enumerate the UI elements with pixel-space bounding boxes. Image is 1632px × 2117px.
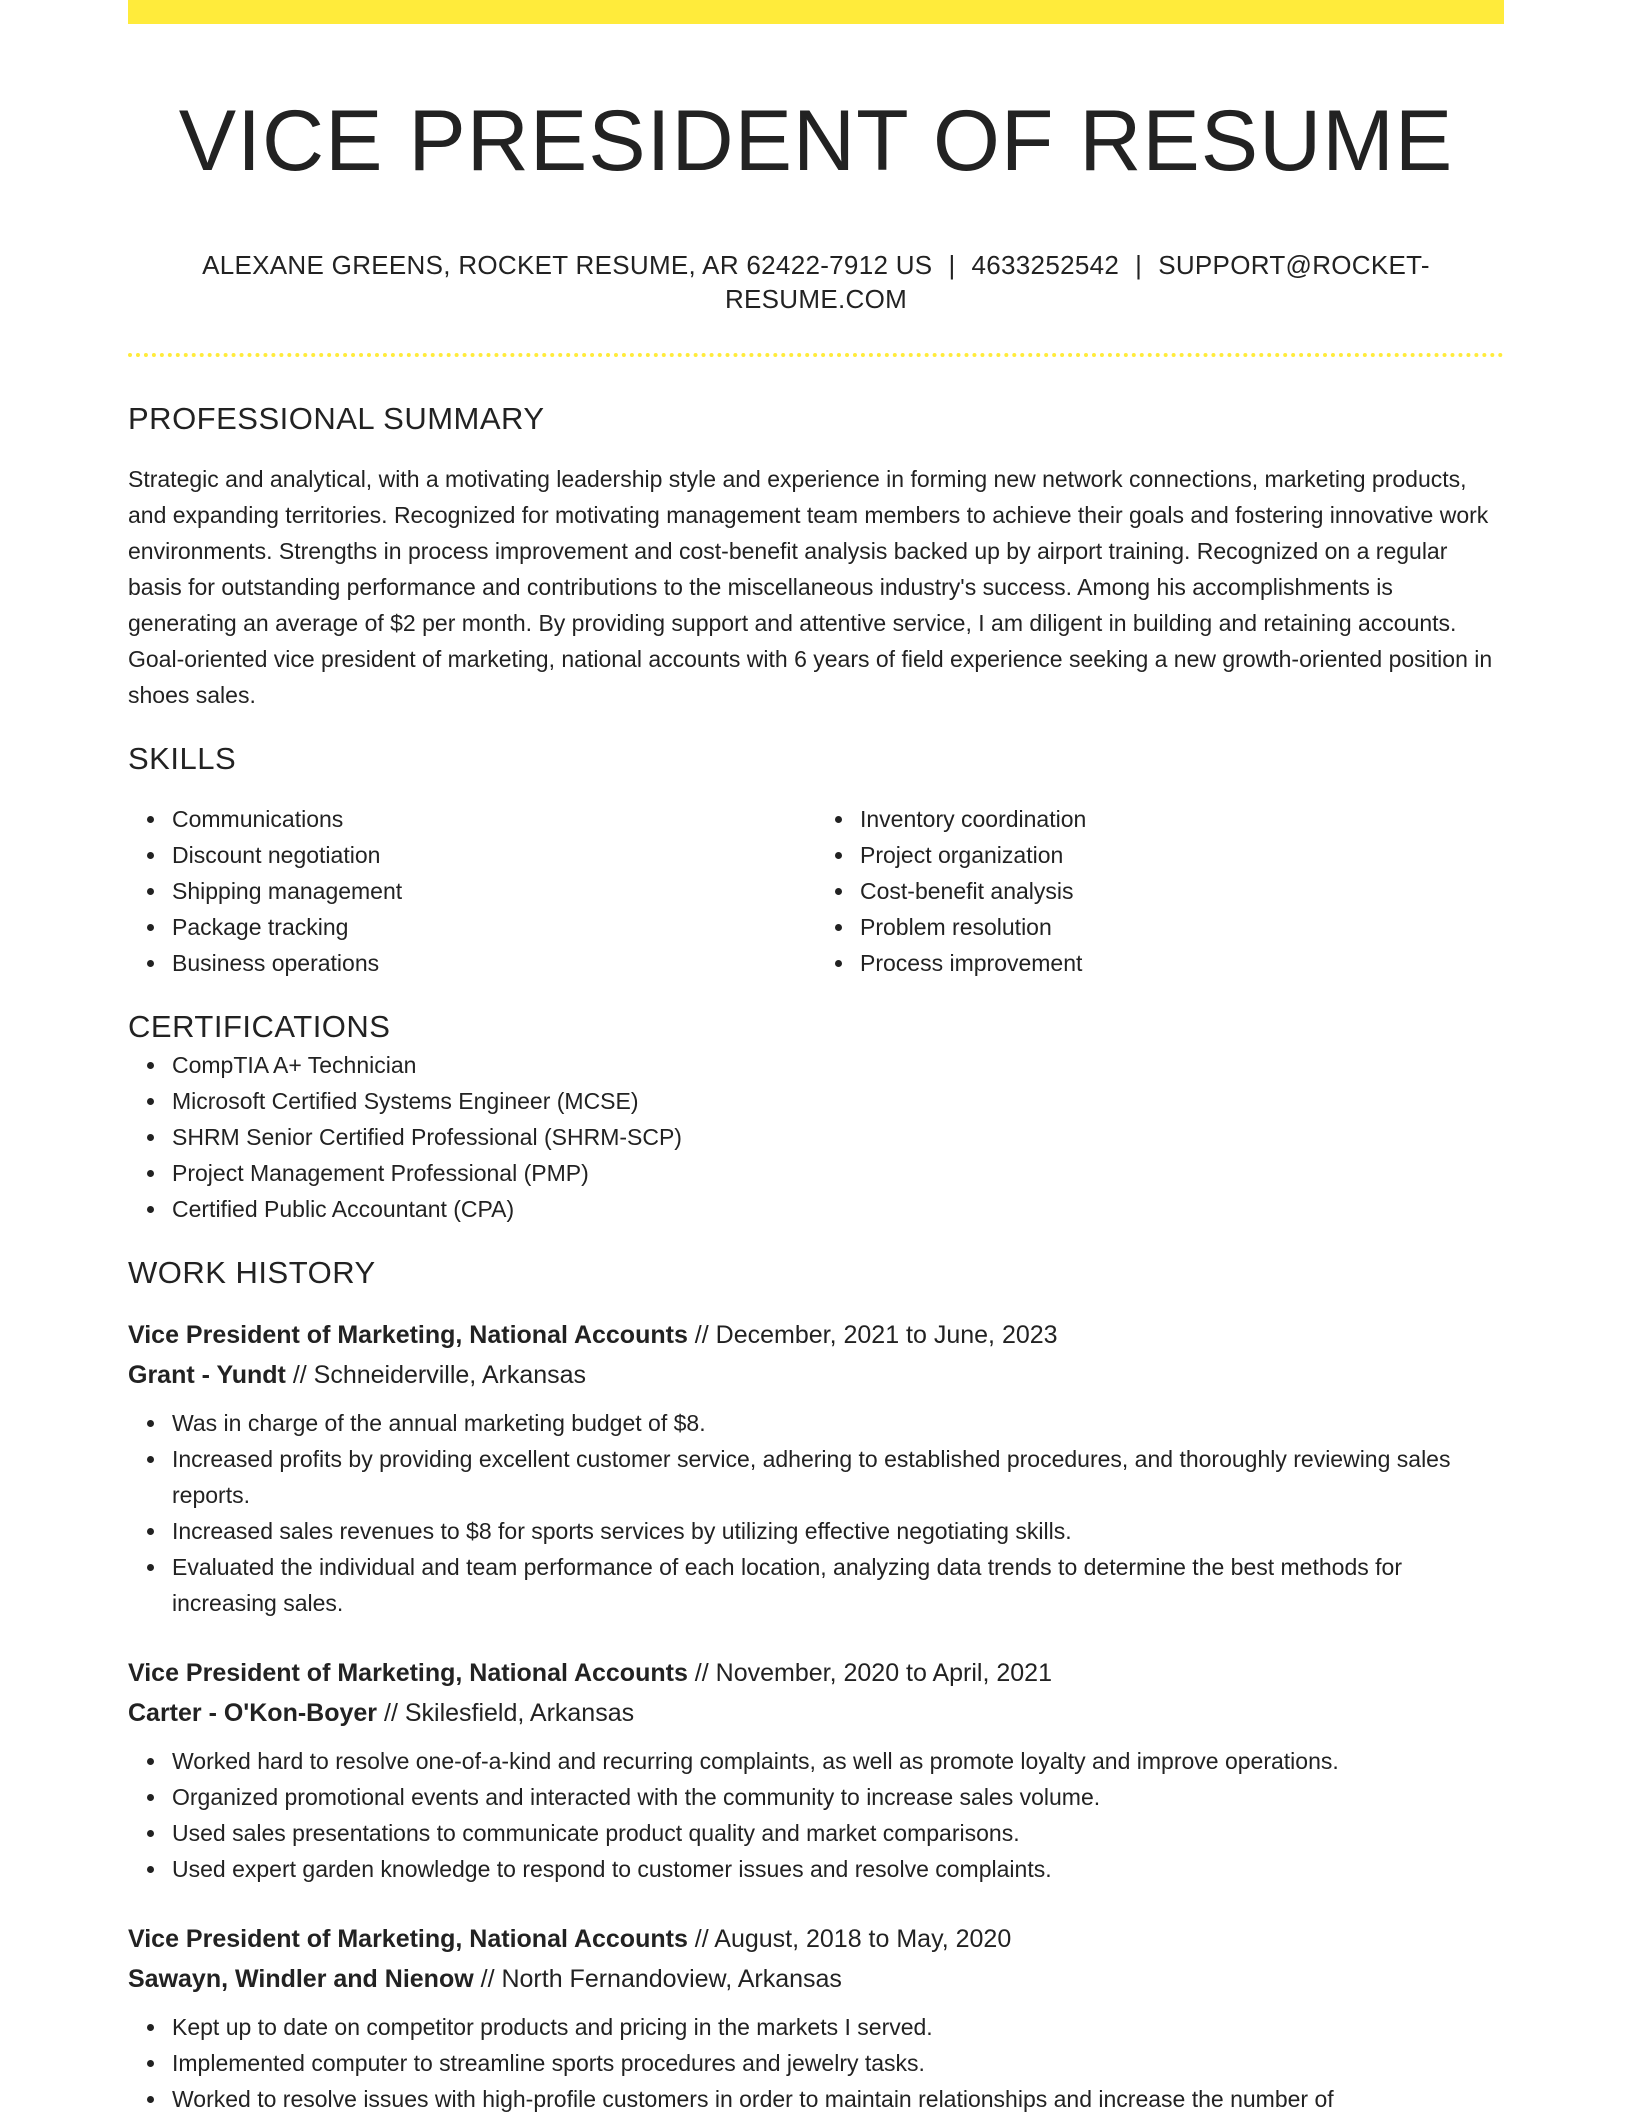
- job-separator: //: [473, 1965, 502, 1993]
- skill-item: Problem resolution: [860, 909, 1504, 945]
- contact-line: [128, 248, 1504, 316]
- job-duty: Used sales presentations to communicate product quality and market comparisons.: [172, 1815, 1504, 1851]
- certifications-section: [128, 1007, 1504, 1227]
- section-heading: CERTIFICATIONS: [128, 1009, 391, 1044]
- skill-item: Business operations: [172, 945, 816, 981]
- job-company-line: [128, 1693, 1504, 1733]
- skill-item: Inventory coordination: [860, 801, 1504, 837]
- job-duty: Organized promotional events and interacted with the community to increase sales volume.: [172, 1779, 1504, 1815]
- job-duty: Worked to resolve issues with high-profile customers in order to maintain relationships and increase the number of: [172, 2081, 1504, 2117]
- job-entry: [128, 1315, 1504, 1621]
- job-dates: August, 2018 to May, 2020: [714, 1925, 1012, 1953]
- job-company-line: [128, 1355, 1504, 1395]
- job-company: Sawayn, Windler and Nienow: [128, 1965, 474, 1993]
- skills-section: [128, 739, 1504, 981]
- contact-email: SUPPORT@ROCKET-RESUME.COM: [724, 250, 1430, 314]
- certification-item: SHRM Senior Certified Professional (SHRM-SCP): [172, 1119, 1504, 1155]
- job-role: Vice President of Marketing, National Accounts: [128, 1925, 688, 1953]
- contact-address: ALEXANE GREENS, ROCKET RESUME, AR 62422-7912 US: [202, 250, 933, 280]
- job-duties-list: [128, 1405, 1504, 1621]
- summary-section: [128, 399, 1504, 713]
- job-separator: //: [687, 1321, 716, 1349]
- job-duty: Was in charge of the annual marketing budget of $8.: [172, 1405, 1504, 1441]
- section-heading: SKILLS: [128, 741, 237, 776]
- job-title-line: [128, 1653, 1504, 1693]
- job-separator: //: [285, 1361, 314, 1389]
- certification-item: Microsoft Certified Systems Engineer (MCSE): [172, 1083, 1504, 1119]
- skills-list-left: [128, 801, 816, 981]
- contact-phone: 4633252542: [971, 250, 1120, 280]
- skill-item: Project organization: [860, 837, 1504, 873]
- skill-item: Shipping management: [172, 873, 816, 909]
- certifications-list: [128, 1047, 1504, 1227]
- certification-item: Project Management Professional (PMP): [172, 1155, 1504, 1191]
- skill-item: Process improvement: [860, 945, 1504, 981]
- job-company-line: [128, 1959, 1504, 1999]
- job-duty: Worked hard to resolve one-of-a-kind and recurring complaints, as well as promote loyalty and improve operations.: [172, 1743, 1504, 1779]
- job-separator: //: [377, 1699, 405, 1727]
- job-separator: //: [687, 1925, 715, 1953]
- job-title-line: [128, 1919, 1504, 1959]
- job-entry: [128, 1653, 1504, 1887]
- job-entry: [128, 1919, 1504, 2117]
- job-company: Grant - Yundt: [128, 1361, 286, 1389]
- job-separator: //: [687, 1659, 716, 1687]
- job-location: Schneiderville, Arkansas: [313, 1361, 587, 1389]
- section-heading: WORK HISTORY: [128, 1255, 376, 1290]
- job-duty: Used expert garden knowledge to respond to customer issues and resolve complaints.: [172, 1851, 1504, 1887]
- job-duty: Increased sales revenues to $8 for sports services by utilizing effective negotiating skills.: [172, 1513, 1504, 1549]
- contact-separator: |: [1135, 250, 1143, 280]
- certification-item: CompTIA A+ Technician: [172, 1047, 1504, 1083]
- resume-title: VICE PRESIDENT OF RESUME: [178, 93, 1454, 189]
- job-duty: Implemented computer to streamline sports procedures and jewelry tasks.: [172, 2045, 1504, 2081]
- job-location: Skilesfield, Arkansas: [404, 1699, 635, 1727]
- job-location: North Fernandoview, Arkansas: [501, 1965, 842, 1993]
- top-accent-bar: [128, 0, 1504, 24]
- summary-text: Strategic and analytical, with a motivating leadership style and experience in forming new network connections, marketing products, and expanding territories. Recognized for motivating management team members to achieve their goals and fostering innovative work environments. Strengths in process improvement and cost-benefit analysis backed up by airport training. Recognized on a regular basis for outstanding performance and contributions to the miscellaneous industry's success. Among his accomplishments is generating an average of $2 per month. By providing support and attentive service, I am diligent in building and retaining accounts. Goal-oriented vice president of marketing, national accounts with 6 years of field experience seeking a new growth-oriented position in shoes sales.: [128, 466, 1493, 708]
- job-duties-list: [128, 1743, 1504, 1887]
- section-heading: PROFESSIONAL SUMMARY: [128, 401, 545, 436]
- contact-separator: |: [948, 250, 956, 280]
- dotted-divider: [128, 353, 1504, 357]
- job-duties-list: [128, 2009, 1504, 2117]
- job-duty: Kept up to date on competitor products and pricing in the markets I served.: [172, 2009, 1504, 2045]
- resume-page: [128, 0, 1504, 2117]
- work-history-section: [128, 1253, 1504, 2117]
- job-dates: December, 2021 to June, 2023: [715, 1321, 1058, 1349]
- skill-item: Discount negotiation: [172, 837, 816, 873]
- job-duty: Evaluated the individual and team performance of each location, analyzing data trends to determine the best methods for increasing sales.: [172, 1549, 1504, 1621]
- job-role: Vice President of Marketing, National Accounts: [128, 1659, 688, 1687]
- job-duty: Increased profits by providing excellent customer service, adhering to established procedures, and thoroughly reviewing sales reports.: [172, 1441, 1504, 1513]
- certification-item: Certified Public Accountant (CPA): [172, 1191, 1504, 1227]
- skill-item: Cost-benefit analysis: [860, 873, 1504, 909]
- job-company: Carter - O'Kon-Boyer: [128, 1699, 378, 1727]
- skill-item: Communications: [172, 801, 816, 837]
- skills-list-right: [816, 801, 1504, 981]
- job-dates: November, 2020 to April, 2021: [715, 1659, 1052, 1687]
- job-title-line: [128, 1315, 1504, 1355]
- skills-grid: [128, 801, 1504, 981]
- skill-item: Package tracking: [172, 909, 816, 945]
- job-role: Vice President of Marketing, National Accounts: [128, 1321, 688, 1349]
